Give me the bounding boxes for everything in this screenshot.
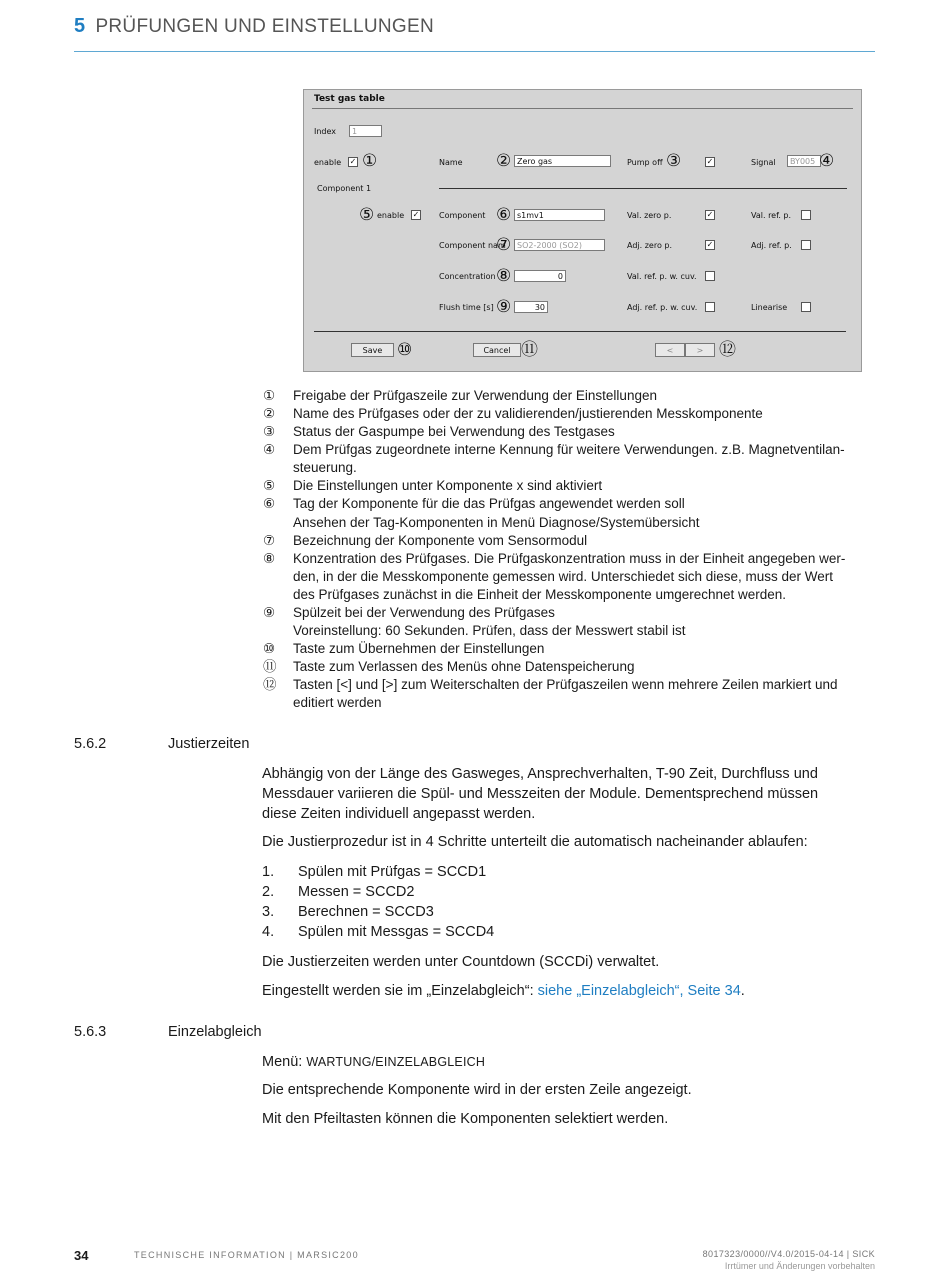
chapter-title: PRÜFUNGEN UND EINSTELLUNGEN [95,16,434,37]
step-text: Spülen mit Messgas = SCCD4 [298,924,495,940]
next-button[interactable]: > [685,343,715,357]
marker-6: ⑥ [496,205,512,225]
legend-text: Konzentration des Prüfgases. Die Prüfgaskonzentration muss in der Einheit angegeben wer- [293,551,846,566]
menu-path-line [262,1052,872,1072]
section-title: Justierzeiten [168,736,250,752]
menu-label: Menü: [262,1054,307,1070]
save-button[interactable]: Save [351,343,394,357]
legend-marker: ④ [263,442,276,457]
legend-text: Die Einstellungen unter Komponente x sind aktiviert [293,478,603,493]
component-rule [439,188,847,189]
legend-marker: ⑦ [263,533,276,548]
marker-8: ⑧ [496,266,512,286]
legend-text: Bezeichnung der Komponente vom Sensormodul [293,533,588,548]
paragraph [262,981,872,1001]
section-number: 5.6.2 [74,736,107,752]
val-ref-label: Val. ref. p. [751,211,792,220]
legend-continuation: des Prüfgases zunächst in die Einheit der Messkomponente umgerechnet werden. [293,587,787,602]
header-rule [74,51,875,52]
legend-marker: ③ [263,424,276,439]
step-text: Spülen mit Prüfgas = SCCD1 [298,864,487,880]
legend-marker: ② [263,406,276,421]
pump-off-label: Pump off [627,158,663,167]
marker-12: ⑫ [719,340,736,360]
legend-marker: ⑥ [263,496,276,511]
component-name-label: Component nam [439,241,506,250]
legend-marker: ⑩ [263,641,276,656]
paragraph: Die Justierzeiten werden unter Countdown (SCCDi) verwaltet. [262,954,660,970]
index-field[interactable]: 1 [349,125,382,137]
component-label: Component [439,211,486,220]
page-number: 34 [74,1248,89,1263]
val-zero-checkbox[interactable]: ✓ [706,210,714,219]
legend-text: Taste zum Verlassen des Menüs ohne Datenspeicherung [293,659,635,674]
comp-enable-label: enable [377,211,405,220]
linearise-checkbox[interactable] [801,302,811,312]
index-label: Index [314,127,337,136]
footer-document-title: TECHNISCHE INFORMATION | MARSIC200 [134,1250,359,1260]
component-name-field[interactable]: SO2-2000 (SO2) [514,239,605,251]
name-input[interactable]: Zero gas [514,155,611,167]
legend-text: Tasten [<] und [>] zum Weiterschalten der Prüfgaszeilen wenn mehrere Zeilen markiert und [293,677,838,692]
legend-continuation: steuerung. [293,460,357,475]
legend-text: Tag der Komponente für die das Prüfgas angewendet werden soll [293,496,685,511]
adj-ref-cuv-checkbox[interactable] [705,302,715,312]
legend-continuation: Ansehen der Tag-Komponenten in Menü Diagnose/Systemübersicht [293,515,700,530]
val-ref-checkbox[interactable] [801,210,811,220]
signal-label: Signal [751,158,776,167]
marker-3: ③ [666,151,682,171]
legend-continuation: Voreinstellung: 60 Sekunden. Prüfen, dass der Messwert stabil ist [293,623,686,638]
step-number: 2. [262,884,275,900]
legend-marker: ⑨ [263,605,276,620]
legend-text: Name des Prüfgases oder der zu validierenden/justierenden Messkomponente [293,406,763,421]
step-number: 4. [262,924,275,940]
paragraph-end: . [740,983,745,999]
legend-marker: ⑧ [263,551,276,566]
legend-continuation: den, in der die Messkomponente gemessen wird. Unterschiedet sich diese, muss der Wert [293,569,834,584]
list-item [262,902,434,922]
component-group-label: Component 1 [317,184,372,193]
paragraph: Messdauer variieren die Spül- und Messzeiten der Module. Dementsprechend müssen [262,786,819,802]
footer-disclaimer: Irrtümer und Änderungen vorbehalten [724,1261,875,1271]
prev-button[interactable]: < [655,343,685,357]
legend-marker: ⑪ [263,659,277,674]
list-item [262,922,494,942]
name-label: Name [439,158,463,167]
marker-2: ② [496,151,512,171]
paragraph: Die entsprechende Komponente wird in der ersten Zeile angezeigt. [262,1082,692,1098]
paragraph-text: Eingestellt werden sie im „Einzelabgleich“: [262,983,538,999]
legend-continuation: editiert werden [293,695,382,710]
adj-zero-checkbox[interactable]: ✓ [706,240,714,249]
step-text: Messen = SCCD2 [298,884,415,900]
chapter-number: 5 [74,15,86,37]
comp-enable-checkbox[interactable]: ✓ [412,210,420,219]
legend-marker: ⑫ [263,677,277,692]
menu-path: WARTUNG/EINZELABGLEICH [306,1055,486,1069]
adj-ref-cuv-label: Adj. ref. p. w. cuv. [627,303,698,312]
legend-text: Freigabe der Prüfgaszeile zur Verwendung der Einstellungen [293,388,657,403]
marker-9: ⑨ [496,297,512,317]
marker-11: ⑪ [521,340,538,360]
list-item [262,882,414,902]
button-bar-rule [314,331,846,332]
signal-field[interactable]: BY005 [787,155,821,167]
val-ref-cuv-checkbox[interactable] [705,271,715,281]
flush-time-input[interactable]: 30 [514,301,548,313]
cross-reference-link[interactable]: siehe „Einzelabgleich“, Seite 34 [537,983,741,999]
section-number: 5.6.3 [74,1024,107,1040]
marker-4: ④ [819,151,835,171]
linearise-label: Linearise [751,303,788,312]
paragraph: Abhängig von der Länge des Gasweges, Ansprechverhalten, T-90 Zeit, Durchfluss und [262,766,818,782]
legend-text: Dem Prüfgas zugeordnete interne Kennung für weitere Verwendungen. z.B. Magnetventilan- [293,442,845,457]
list-item [262,862,486,882]
marker-5: ⑤ [359,205,375,225]
legend-marker: ⑤ [263,478,276,493]
step-number: 1. [262,864,275,880]
cancel-button[interactable]: Cancel [473,343,521,357]
enable-checkbox[interactable]: ✓ [349,157,357,166]
adj-zero-label: Adj. zero p. [627,241,673,250]
dialog-title: Test gas table [314,94,385,104]
concentration-input[interactable]: 0 [514,270,566,282]
flush-time-label: Flush time [s] [439,303,494,312]
title-rule [312,108,853,109]
paragraph: Mit den Pfeiltasten können die Komponenten selektiert werden. [262,1111,669,1127]
adj-ref-label: Adj. ref. p. [751,241,792,250]
marker-7: ⑦ [496,235,512,255]
section-title: Einzelabgleich [168,1024,262,1040]
chapter-header [74,15,434,38]
step-number: 3. [262,904,275,920]
legend-marker: ① [263,388,276,403]
component-input[interactable]: s1mv1 [514,209,605,221]
legend-text: Taste zum Übernehmen der Einstellungen [293,641,545,656]
adj-ref-checkbox[interactable] [801,240,811,250]
concentration-label: Concentration [439,272,496,281]
paragraph: diese Zeiten individuell angepasst werden. [262,806,536,822]
legend-text: Spülzeit bei der Verwendung des Prüfgases [293,605,555,620]
legend-text: Status der Gaspumpe bei Verwendung des Testgases [293,424,615,439]
pump-off-checkbox[interactable]: ✓ [706,157,714,166]
test-gas-table-dialog [303,89,862,372]
val-zero-label: Val. zero p. [627,211,672,220]
paragraph: Die Justierprozedur ist in 4 Schritte unterteilt die automatisch nacheinander ablaufen: [262,834,808,850]
enable-label: enable [314,158,342,167]
step-text: Berechnen = SCCD3 [298,904,434,920]
footer-reference: 8017323/0000//V4.0/2015-04-14 | SICK [702,1249,875,1259]
marker-1: ① [362,151,378,171]
marker-10: ⑩ [397,340,413,360]
val-ref-cuv-label: Val. ref. p. w. cuv. [627,272,697,281]
